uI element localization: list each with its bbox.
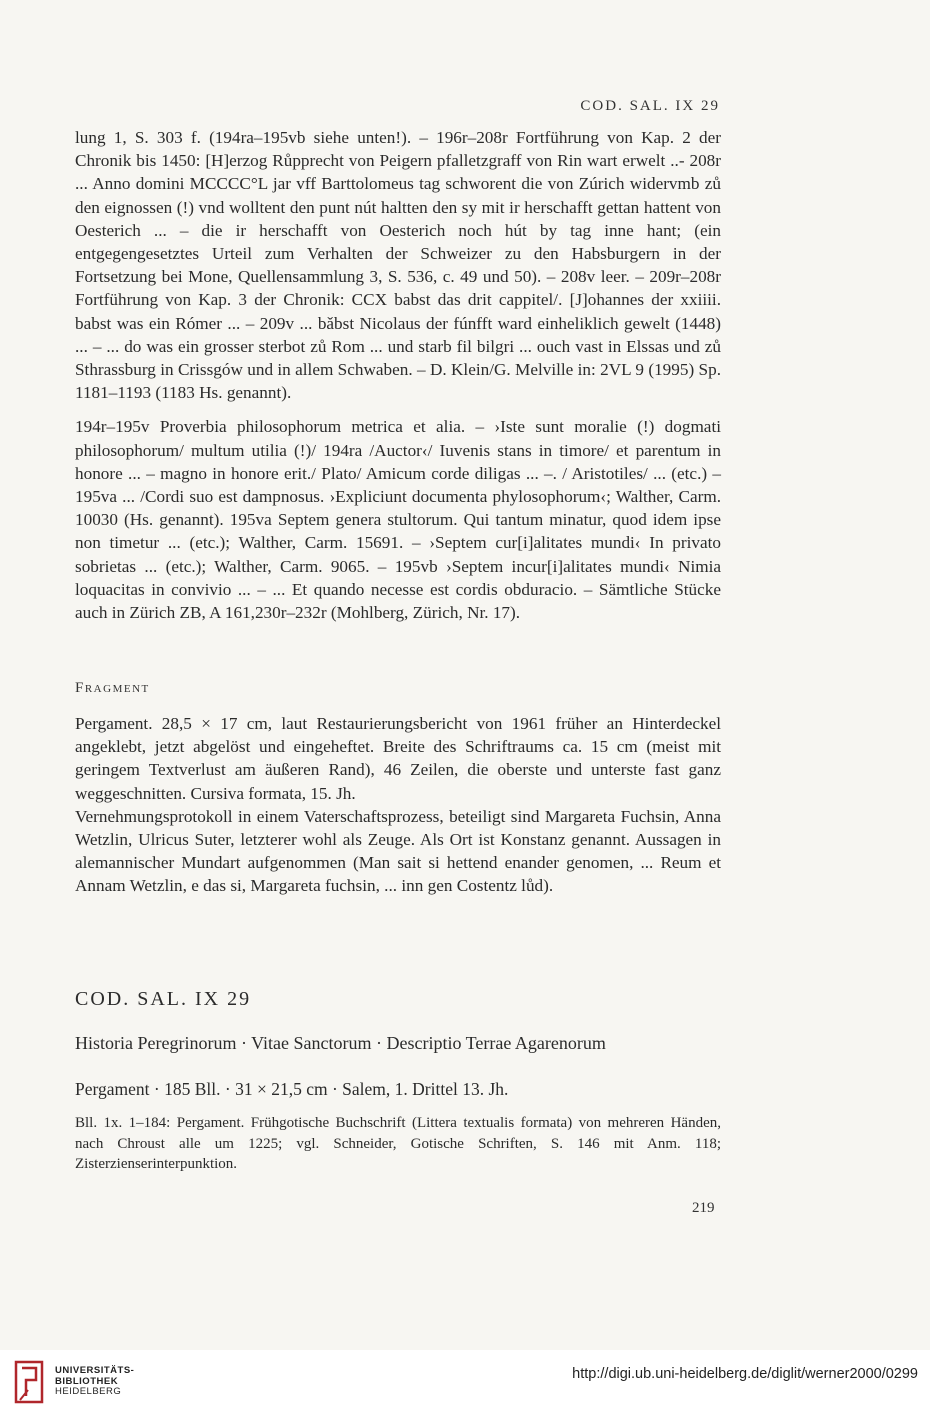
entry-paragraph-1: lung 1, S. 303 f. (194ra–195vb siehe unten!). – 196r–208r Fortführung von Kap. 2 der Chronik bis 1450: [H]erzog Růpprecht von Peigern pfalletzgraff von Rin wart erwelt ..- 208r ... Anno domini MCCCC°L jar vff Barttolomeus tag schworent die von Zúrich widervmb zů den eignossen (!) vnd wolltent den punt nút haltten den sy mit ir herschafft gettan hattent von Oesterich ... – die ir herschafft von Oesterich noch hút by tag inne hant; (ein entgegengesetztes Urteil zum Verhalten der Schweizer zu den Habsburgern in der Fortsetzung bei Mone, Quellensammlung 3, S. 536, c. 49 und 50). – 208v leer. – 209r–208r Fortführung von Kap. 3 der Chronik: CCX babst das drit cappitel/. [J]ohannes der xxiiii. babst was ein Rómer ... – 209v ... bǎbst Nicolaus der fúnfft ward einheliklich gewelt (1448) ... – ... do was ein grosser sterbot zů Rom ... und starb fil bilgri ... ouch vast in Elssas und zů Sthrassburg in Crissgów und in allem Schwaben. – D. Klein/G. Melville in: 2VL 9 (1995) Sp. 1181–1193 (1183 Hs. genannt).: [75, 128, 721, 403]
footer-bar: [0, 1350, 930, 1420]
codex-description: Bll. 1x. 1–184: Pergament. Frühgotische Buchschrift (Littera textualis formata) von mehreren Händen, nach Chroust alle um 1225; vgl. Schneider, Gotische Schriften, S. 146 mit Anm. 118; Zisterzienserinterpunktion.: [75, 1115, 721, 1172]
fragment-text: [75, 712, 721, 898]
fragment-heading: Fragment: [75, 680, 150, 696]
fragment-paragraph-1: Pergament. 28,5 × 17 cm, laut Restaurierungsbericht von 1961 früher an Hinterdeckel angeklebt, jetzt abgelöst und eingeheftet. Breite des Schriftraums ca. 15 cm (meist mit geringem Textverlust am äußeren Rand), 46 Zeilen, die oberste und unterste fast ganz weggeschnitten. Cursiva formata, 15. Jh.: [75, 714, 721, 803]
codex-title: COD. SAL. IX 29: [75, 988, 252, 1010]
library-line-1: UNIVERSITÄTS-: [55, 1365, 135, 1376]
fragment-paragraph-2: Vernehmungsprotokoll in einem Vaterschaftsprozess, beteiligt sind Margareta Fuchsin, Anna Wetzlin, Ulricus Suter, letzterer wohl als Zeuge. Als Ort ist Konstanz genannt. Aussagen in alemannischer Mundart aufgenommen (Man sait si hettend enander genomen, ... Reum et Annam Wetzlin, e das si, Margareta fuchsin, ... inn gen Costentz lůd).: [75, 806, 721, 896]
entry-paragraph-2: 194r–195v Proverbia philosophorum metrica et alia. – ›Iste sunt moralie (!) dogmati philosophorum/ multum utilia (!)/ 194ra /Auctor‹/ Iuvenis stans in timore/ et parentum in honore ... – magno in honore erit./ Plato/ Amicum corde diligas ... –. / Aristotiles/ ... (etc.) – 195va ... /Cordi suo est dampnosus. ›Expliciunt documenta phylosophorum‹; Walther, Carm. 10030 (Hs. genannt). 195va Septem genera stultorum. Qui tantum minatur, quod idem ipse non timetur ... (etc.); Walther, Carm. 15691. – ›Septem cur[i]alitates mundi‹ In privato sobrietas ... (etc.); Walther, Carm. 9065. – 195vb ›Septem incur[i]alitates mundi‹ Nimia loquacitas in convivio ... – ... Et quando necesse est cordis obduracio. – Sämtliche Stücke auch in Zürich ZB, A 161,230r–232r (Mohlberg, Zürich, Nr. 17).: [75, 417, 721, 623]
permalink-url[interactable]: http://digi.ub.uni-heidelberg.de/diglit/werner2000/0299: [572, 1366, 918, 1382]
codex-subtitle: Historia Peregrinorum · Vitae Sanctorum · Descriptio Terrae Agarenorum: [75, 1033, 606, 1053]
library-logo-icon: [14, 1360, 46, 1406]
page-number: 219: [692, 1200, 715, 1216]
running-head: COD. SAL. IX 29: [580, 98, 720, 114]
library-line-2: BIBLIOTHEK: [55, 1375, 119, 1387]
library-name: [55, 1366, 134, 1398]
codex-physical: Pergament · 185 Bll. · 31 × 21,5 cm · Salem, 1. Drittel 13. Jh.: [75, 1079, 509, 1099]
entry-text: [75, 126, 721, 624]
library-line-3: HEIDELBERG: [55, 1386, 122, 1397]
